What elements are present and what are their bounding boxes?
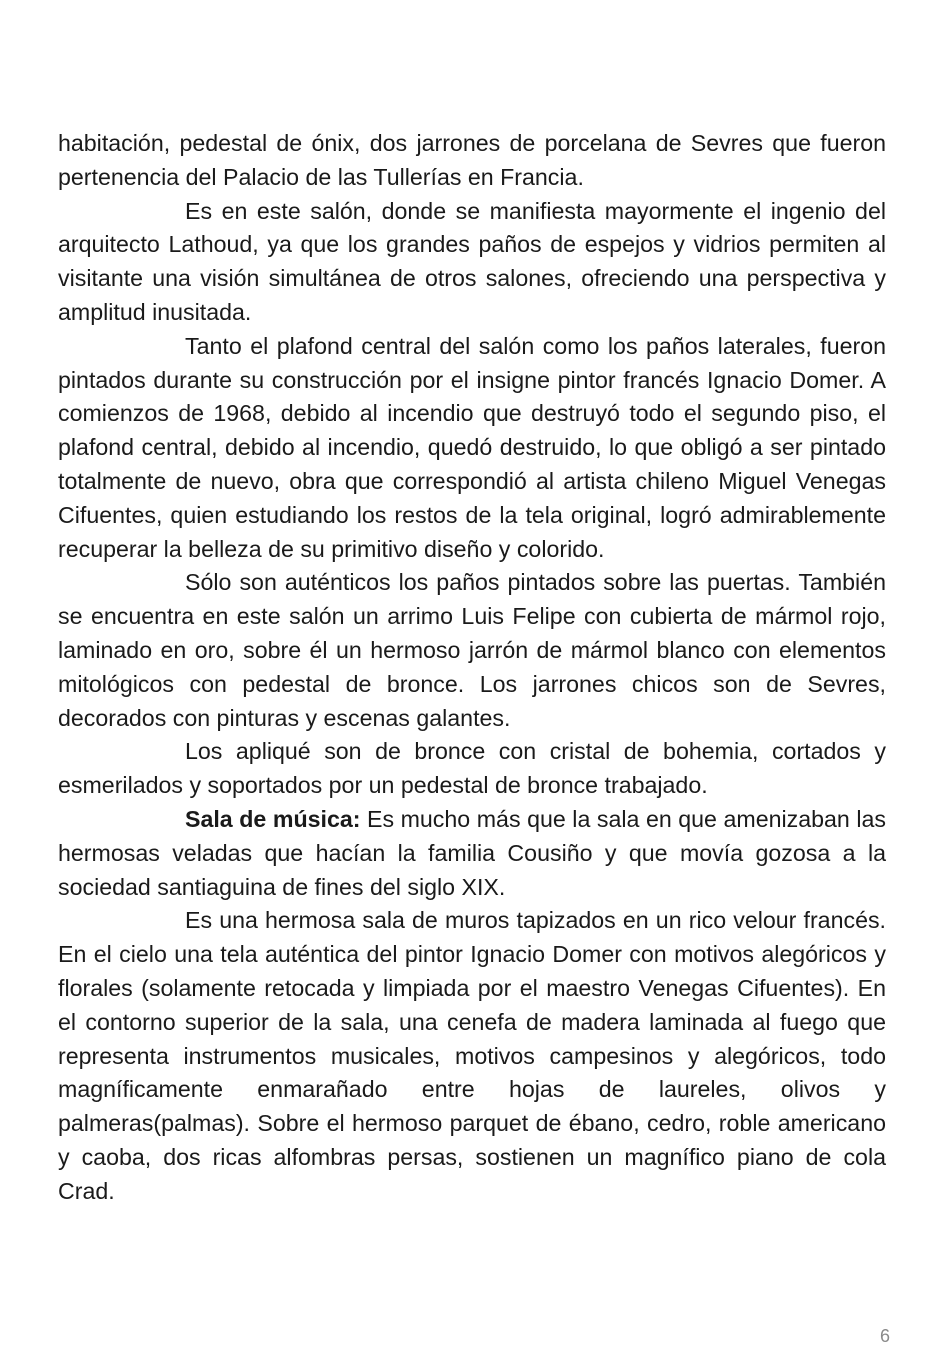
paragraph-doors: Sólo son auténticos los paños pintados sobre las puertas. También se encuentra en este salón un arrimo Luis Felipe con cubierta de mármol rojo, laminado en oro, sobre él un hermoso jarrón de mármol blanco con elementos mitológicos con pedestal de bronce. Los jarrones chicos son de Sevres, decorados con pinturas y escenas galantes.	[58, 569, 886, 731]
paragraph-plafond: Tanto el plafond central del salón como los paños laterales, fueron pintados durante su construcción por el insigne pintor francés Ignacio Domer. A comienzos de 1968, debido al incendio que destruyó todo el segundo piso, el plafond central, debido al incendio, quedó destruido, lo que obligó a ser pintado totalmente de nuevo, obra que correspondió al artista chileno Miguel Venegas Cifuentes, quien estudiando los restos de la tela original, logró admirablemente recuperar la belleza de su primitivo diseño y colorido.	[58, 332, 886, 562]
paragraph-continuation: habitación, pedestal de ónix, dos jarrones de porcelana de Sevres que fueron pertenencia del Palacio de las Tullerías en Francia.	[58, 130, 886, 190]
page-body	[58, 127, 886, 1209]
paragraph-music-room	[58, 803, 886, 904]
page-number: 6	[879, 1326, 890, 1346]
paragraph-mirrors: Es en este salón, donde se manifiesta mayormente el ingenio del arquitecto Lathoud, ya que los grandes paños de espejos y vidrios permiten al visitante una visión simultánea de otros salones, ofreciendo una perspectiva y amplitud inusitada.	[58, 197, 886, 325]
music-room-text: Es mucho más que la sala en que amenizaban las hermosas veladas que hacían la familia Cousiño y que movía gozosa a la sociedad santiaguina de fines del siglo XIX.	[58, 805, 886, 900]
paragraph-sconces: Los apliqué son de bronce con cristal de bohemia, cortados y esmerilados y soportados por un pedestal de bronce trabajado.	[58, 738, 886, 799]
paragraph-music-room-description: Es una hermosa sala de muros tapizados en un rico velour francés. En el cielo una tela auténtica del pintor Ignacio Domer con motivos alegóricos y florales (solamente retocada y limpiada por el maestro Venegas Cifuentes). En el contorno superior de la sala, una cenefa de madera laminada al fuego que representa instrumentos musicales, motivos campesinos y alegóricos, todo magníficamente enmarañado entre hojas de laureles, olivos y palmeras(palmas). Sobre el hermoso parquet de ébano, cedro, roble americano y caoba, dos ricas alfombras persas, sostienen un magnífico piano de cola Crad.	[58, 907, 886, 1204]
music-room-heading: Sala de música:	[185, 805, 361, 832]
